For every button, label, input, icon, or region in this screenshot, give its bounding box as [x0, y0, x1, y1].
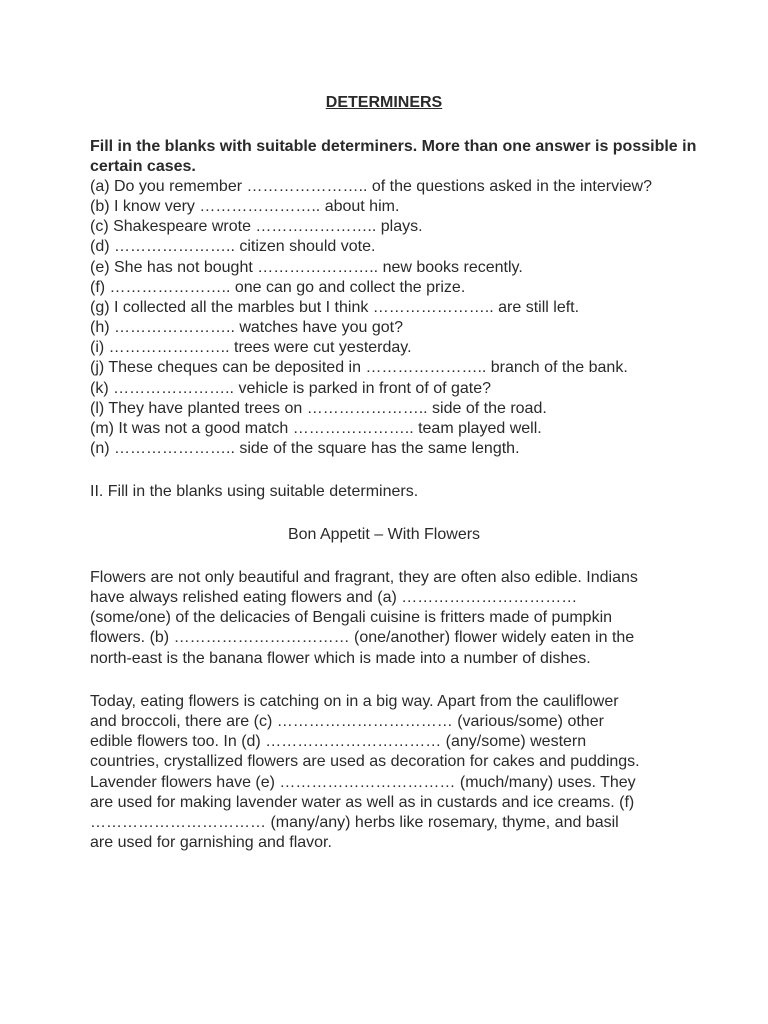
page-title: DETERMINERS [325, 94, 443, 111]
paragraph-line: Today, eating flowers is catching on in a big way. Apart from the cauliflower [90, 693, 619, 710]
question-item: (c) Shakespeare wrote ………………….. plays. [90, 218, 423, 236]
question-item: (j) These cheques can be deposited in ………………….. branch of the bank. [90, 359, 628, 377]
question-item: (e) She has not bought ………………….. new books recently. [90, 258, 523, 276]
paragraph-line: flowers. (b) …………………………… (one/another) flower widely eaten in the [90, 629, 635, 647]
question-item: (n) ………………….. side of the square has the same length. [90, 440, 520, 458]
paragraph-line: are used for making lavender water as well as in custards and ice creams. (f) [90, 793, 635, 811]
paragraph-line: are used for garnishing and flavor. [90, 834, 332, 852]
question-item: (f) ………………….. one can go and collect the prize. [90, 278, 466, 296]
paragraph-line: and broccoli, there are (c) …………………………… (various/some) other [90, 713, 604, 731]
paragraph-line: …………………………… (many/any) herbs like rosemary, thyme, and basil [90, 813, 619, 831]
paragraph-line: north-east is the banana flower which is made into a number of dishes. [90, 649, 591, 667]
paragraph-line: countries, crystallized flowers are used as decoration for cakes and puddings. [90, 753, 640, 771]
paragraph-line: have always relished eating flowers and (a) …………………………… [90, 589, 578, 607]
question-item: (k) ………………….. vehicle is parked in front of of gate? [90, 379, 492, 397]
question-item: (i) ………………….. trees were cut yesterday. [90, 339, 412, 357]
paragraph-line: edible flowers too. In (d) …………………………… (any/some) western [90, 733, 587, 751]
paragraph-line: Lavender flowers have (e) …………………………… (much/many) uses. They [90, 773, 636, 791]
question-item: (l) They have planted trees on ………………….. side of the road. [90, 399, 547, 417]
question-item: (g) I collected all the marbles but I think ………………….. are still left. [90, 298, 580, 316]
passage-paragraph-2 [90, 692, 690, 853]
paragraph-line: (some/one) of the delicacies of Bengali cuisine is fritters made of pumpkin [90, 609, 613, 627]
question-item: (b) I know very ………………….. about him. [90, 198, 400, 216]
question-item: (a) Do you remember ………………….. of the questions asked in the interview? [90, 178, 652, 195]
question-item: (d) ………………….. citizen should vote. [90, 238, 376, 256]
section-2-heading: II. Fill in the blanks using suitable determiners. [90, 483, 419, 500]
question-item: (h) ………………….. watches have you got? [90, 319, 403, 337]
question-item: (m) It was not a good match ………………….. team played well. [90, 419, 542, 437]
instructions: Fill in the blanks with suitable determiners. More than one answer is possible in certain cases. [90, 138, 697, 175]
paragraph-line: Flowers are not only beautiful and fragrant, they are often also edible. Indians [90, 569, 638, 586]
question-list [90, 177, 740, 459]
passage-paragraph-1 [90, 568, 690, 669]
passage-title: Bon Appetit – With Flowers [287, 526, 481, 543]
